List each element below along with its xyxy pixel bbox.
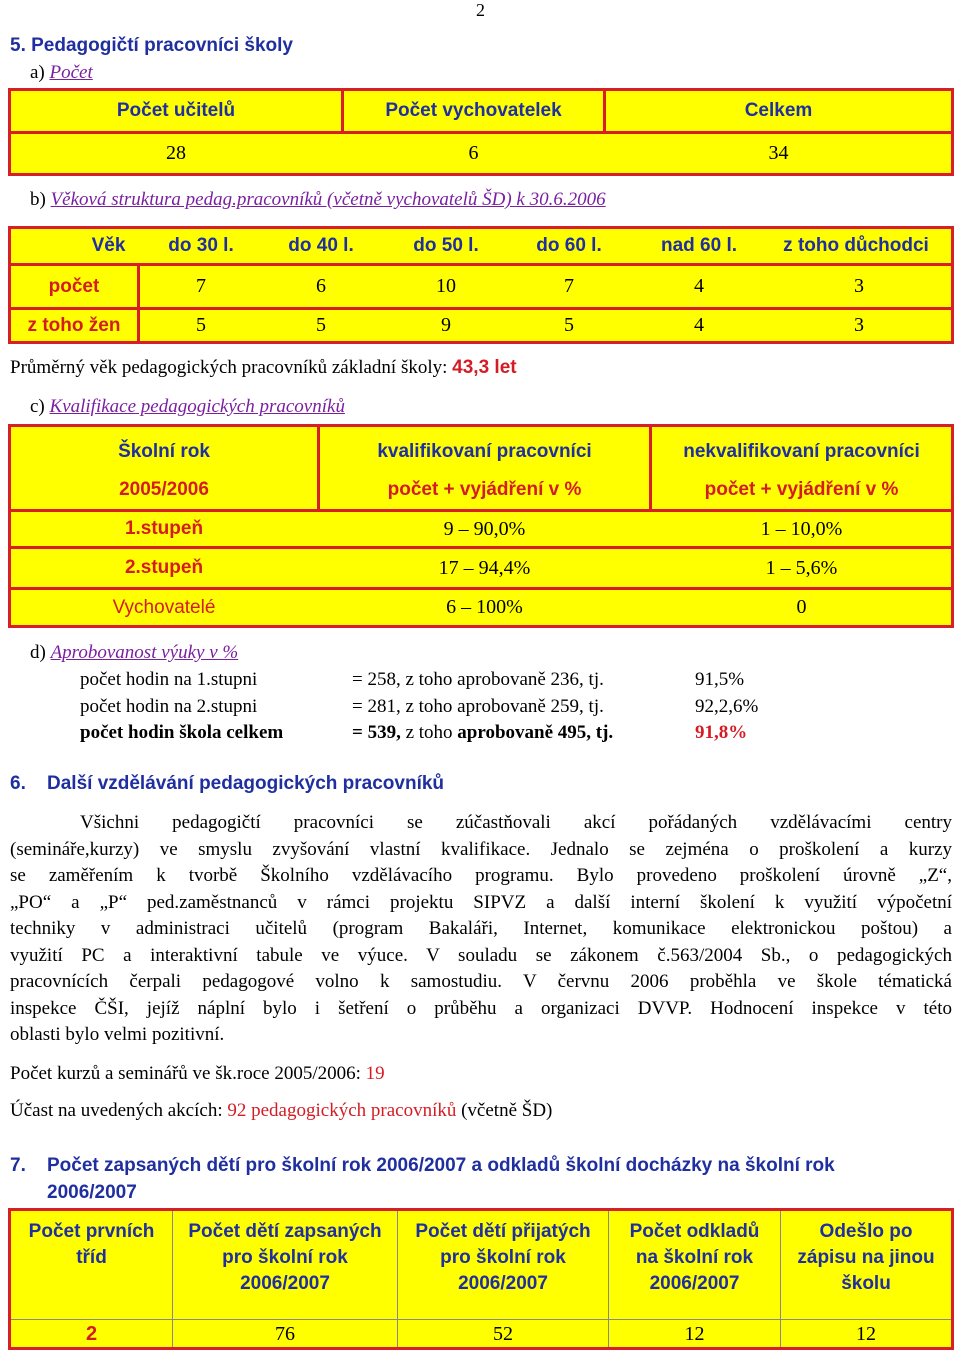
enrollment-table [8,1208,954,1350]
approb-eq-total-b: z toho [400,722,458,743]
section-6-heading: Další vzdělávání pedagogických pracovníků [47,773,445,794]
section-7-heading-line1: Počet zapsaných dětí pro školní rok 2006/2007 a odkladů školní docházky na školní rok [47,1155,835,1176]
enroll-header-first-classes [11,1215,172,1275]
paragraph-line: se zaměřením k tvorbě Školního vzdělávacího programu. Bylo provedeno proškolení úrovně „Z“, [10,865,952,886]
enroll-header-line: Odešlo po [819,1221,913,1242]
paragraph-line: pracovnících čerpali pedagogové volno k samostudiu. V červnu 2006 proběhla ve škole tématická [10,971,952,992]
enroll-header-enrolled [173,1215,397,1301]
age-cell: 10 [436,275,456,297]
enroll-header-line: Počet prvních [28,1221,155,1242]
age-cell: 6 [316,275,326,297]
section-6-number: 6. [10,773,26,794]
staff-count-table [8,88,954,176]
enroll-header-line: pro školní rok [222,1247,348,1268]
section-5-heading: 5. Pedagogičtí pracovníci školy [10,35,293,56]
paragraph-line: inspekce ČŠI, jejíž náplní bylo i šetření o průběhu a organizaci DVVP. Hodnocení inspekce v této [10,997,952,1019]
subsection-a [30,62,93,84]
enroll-value-deferrals: 12 [684,1322,705,1345]
header-total: Celkem [744,100,813,121]
enroll-header-line: pro školní rok [440,1247,566,1268]
enroll-header-line: 2006/2007 [458,1273,548,1294]
value-teachers: 28 [166,142,186,164]
approb-eq-total-a: = 539, [352,722,401,743]
age-cell: 5 [316,314,326,336]
approb-eq-total-c: aprobovaně 495, tj. [457,722,614,743]
subsection-a-prefix: a) [30,62,50,83]
subsection-d-prefix: d) [30,642,51,663]
approb-eq-total [352,722,613,744]
enroll-header-line: školu [841,1273,891,1294]
enroll-value-first-classes: 2 [85,1322,98,1345]
qual-header-year: Školní rok [118,441,210,462]
enroll-header-line: na školní rok [635,1247,754,1268]
courses-count [10,1063,385,1085]
enroll-header-line: tříd [76,1247,107,1268]
subsection-b-link[interactable]: Věková struktura pedag.pracovníků (včetně vychovatelů ŠD) k 30.6.2006 [50,189,606,210]
approb-pct-total: 91,8% [695,722,748,743]
subsection-c [30,396,345,418]
qual-header-unqualified-sub: počet + vyjádření v % [704,479,899,500]
section-6-paragraph [10,810,952,1049]
participation-text: Účast na uvedených akcích: [10,1100,228,1121]
enroll-header-deferrals [609,1215,780,1301]
enroll-header-line: Počet dětí zapsaných [188,1221,382,1242]
section-7-number: 7. [10,1155,26,1176]
subsection-c-prefix: c) [30,396,50,417]
enroll-header-line: 2006/2007 [649,1273,740,1294]
qual-header-unqualified: nekvalifikovaní pracovníci [683,441,920,462]
participation-suffix: (včetně ŠD) [456,1100,553,1121]
age-header-30: do 30 l. [168,235,234,256]
header-educators: Počet vychovatelek [385,100,562,121]
qual-row-label: 1.stupeň [124,518,204,539]
paragraph-line: oblasti bylo velmi pozitivní. [10,1024,225,1045]
enroll-value-left: 12 [856,1322,876,1345]
enroll-header-line: 2006/2007 [240,1273,330,1294]
approb-label-2: počet hodin na 2.stupni [80,696,258,717]
enroll-value-enrolled: 76 [275,1322,295,1345]
header-teachers: Počet učitelů [116,100,236,121]
qual-row-qualified: 6 – 100% [446,596,523,618]
approb-eq-1: = 258, z toho aprobovaně 236, tj. [352,669,604,690]
average-age [10,357,517,379]
age-cell: 5 [196,314,206,336]
paragraph-line: (semináře,kurzy) ve smyslu zvyšování vlastní kvalifikace. Jednalo se zejména o proškolení a kurzy [10,838,952,860]
age-cell: 3 [854,314,864,336]
average-age-text: Průměrný věk pedagogických pracovníků základní školy: [10,357,453,378]
courses-text: Počet kurzů a seminářů ve šk.roce 2005/2006: [10,1063,366,1084]
age-structure-table [8,226,954,344]
subsection-c-link[interactable]: Kvalifikace pedagogických pracovníků [49,396,345,417]
age-cell: 7 [196,275,206,297]
subsection-b-prefix: b) [30,189,51,210]
age-cell: 9 [441,314,451,336]
age-cell: 7 [564,275,574,297]
paragraph-line: techniky v administraci učitelů (program Bakaláři, Internet, komunikace elektronickou poštou) a [10,918,952,939]
age-row-women-label: z toho žen [27,314,121,336]
subsection-d [30,642,238,664]
qual-header-qualified: kvalifikovaní pracovníci [377,441,592,462]
qual-row-qualified: 17 – 94,4% [438,556,531,579]
enroll-value-accepted: 52 [493,1322,513,1345]
subsection-d-link[interactable]: Aprobovanost výuky v % [50,642,239,663]
age-row-count-label: počet [48,275,100,297]
approb-eq-2: = 281, z toho aprobovaně 259, tj. [352,696,604,717]
qualification-table [8,424,954,628]
paragraph-line: „PO“ a „P“ ped.zaměstnanců v rámci projektu SIPVZ a další interní školení k využití výpočetní [10,891,952,913]
courses-value: 19 [365,1063,385,1084]
participation [10,1100,552,1122]
age-header-label: Věk [91,235,126,256]
qual-row-label: Vychovatelé [112,596,216,618]
page-number: 2 [476,0,485,20]
paragraph-line: využití PC a interaktivní tabule ve výuce. V souladu se zákonem č.563/2004 Sb., o pedagogických [10,944,952,966]
paragraph-line: Všichni pedagogičtí pracovníci se zúčastňovali akcí pořádaných vzdělávacími centry [80,812,952,833]
age-cell: 4 [694,275,704,297]
age-cell: 5 [564,314,574,336]
age-cell: 3 [854,275,864,297]
value-total: 34 [768,142,789,164]
qual-row-unqualified: 0 [796,596,807,618]
value-educators: 6 [468,142,479,164]
enroll-header-left [781,1215,951,1301]
qual-row-qualified: 9 – 90,0% [443,517,526,540]
enroll-header-line: Počet odkladů [629,1221,760,1242]
age-header-40: do 40 l. [288,235,354,256]
participation-value: 92 pedagogických pracovníků [227,1100,457,1121]
qual-row-unqualified: 1 – 5,6% [765,556,838,579]
enroll-header-line: Počet dětí přijatých [415,1221,591,1242]
age-header-over60: nad 60 l. [660,235,738,256]
approb-pct-1: 91,5% [695,669,745,690]
age-header-retired: z toho důchodci [783,235,929,256]
subsection-a-link[interactable]: Počet [49,62,93,83]
qual-row-label: 2.stupeň [124,557,204,578]
enroll-header-line: zápisu na jinou [797,1247,935,1268]
approb-label-1: počet hodin na 1.stupni [80,669,258,690]
average-age-value: 43,3 let [452,357,517,378]
qual-header-qualified-sub: počet + vyjádření v % [387,479,582,500]
approb-pct-2: 92,2,6% [695,696,759,717]
age-cell: 4 [694,314,704,336]
approb-label-total: počet hodin škola celkem [80,722,284,743]
subsection-b [30,189,606,211]
qual-header-year-value: 2005/2006 [119,479,209,500]
age-header-50: do 50 l. [413,235,479,256]
age-header-60: do 60 l. [536,235,602,256]
section-7-heading-line2: 2006/2007 [47,1182,137,1203]
qual-row-unqualified: 1 – 10,0% [760,517,843,540]
enroll-header-accepted [398,1215,608,1301]
